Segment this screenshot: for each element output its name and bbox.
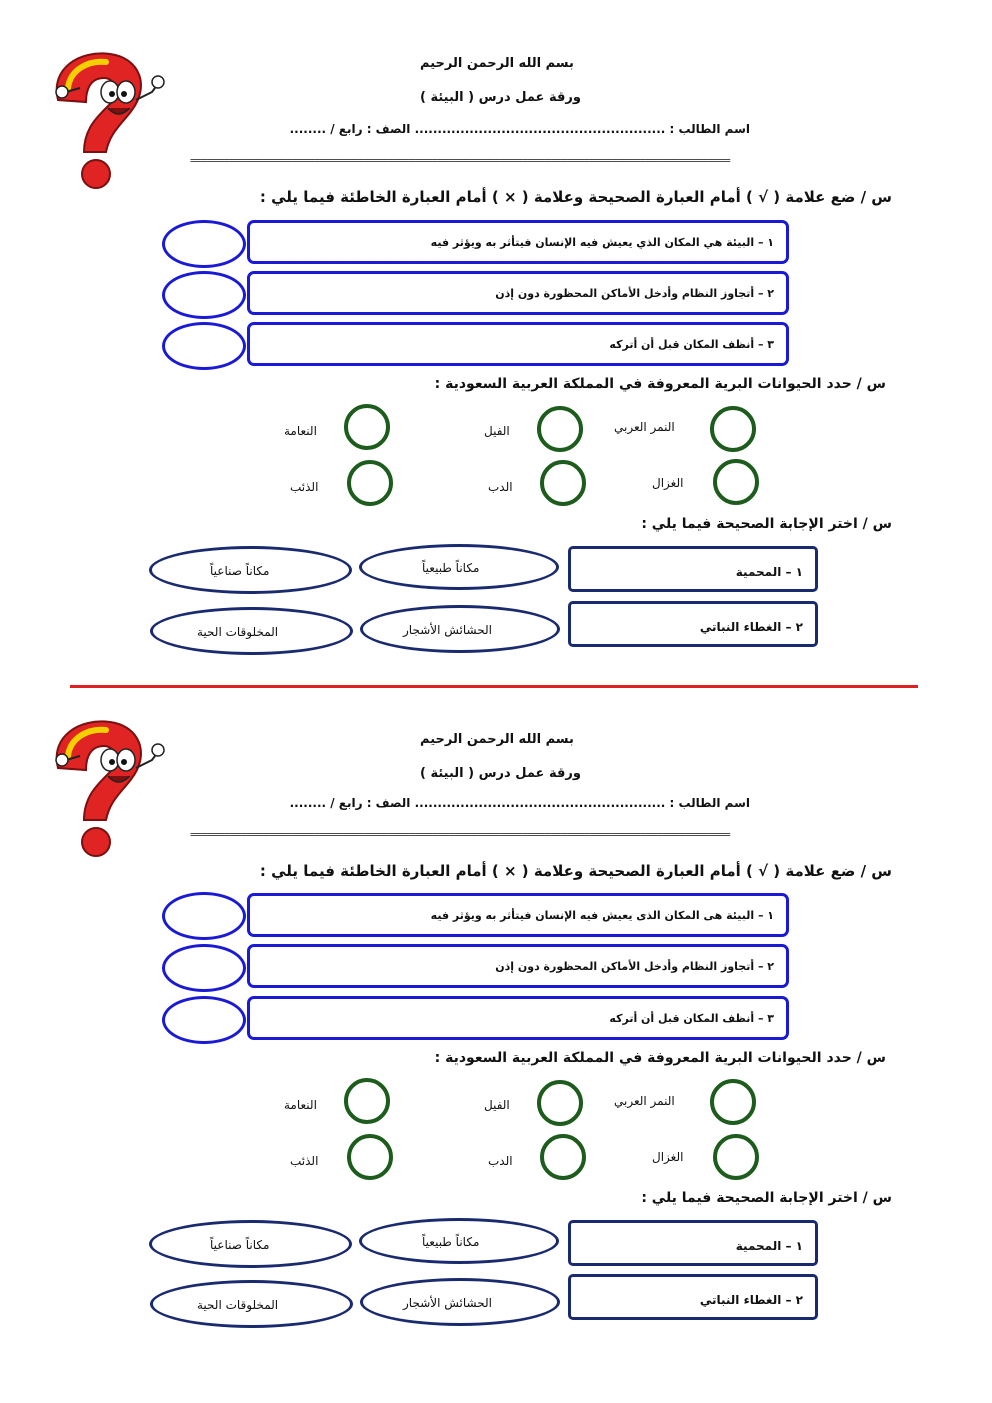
statement-box-1 <box>247 893 789 937</box>
basmala: بسم الله الرحمن الرحيم <box>420 56 574 71</box>
animal-circle[interactable] <box>344 1078 390 1124</box>
animal-label: الغزال <box>652 476 684 490</box>
animal-label: النعامة <box>284 424 317 438</box>
statement-box-1 <box>247 220 789 264</box>
animal-circle[interactable] <box>347 460 393 506</box>
animal-label: النمر العربي <box>614 420 675 434</box>
worksheet-bottom <box>0 676 992 1356</box>
question-box-2 <box>568 1274 818 1320</box>
student-name-line[interactable]: اسم الطالب : ....................................................... الصف : رابع / ........ <box>289 122 750 136</box>
q3-prompt: س / اختر الإجابة الصحيحة فيما يلي : <box>641 1190 892 1206</box>
student-name-line[interactable]: اسم الطالب : ....................................................... الصف : رابع / ........ <box>289 796 750 810</box>
option-oval[interactable] <box>360 1278 560 1326</box>
animal-label: الفيل <box>484 424 510 438</box>
answer-oval-3[interactable] <box>162 996 246 1044</box>
option-text: المخلوقات الحية <box>197 1298 279 1312</box>
statement-box-2 <box>247 944 789 988</box>
animal-circle[interactable] <box>540 1134 586 1180</box>
animal-circle[interactable] <box>713 1134 759 1180</box>
answer-oval-1[interactable] <box>162 892 246 940</box>
statement-text: ٢ – أتجاوز النظام وأدخل الأماكن المحظورة دون إذن <box>495 960 774 973</box>
worksheet-title: ورقة عمل درس ( البيئة ) <box>420 766 581 781</box>
animal-label: النعامة <box>284 1098 317 1112</box>
question-box-2 <box>568 601 818 647</box>
statement-box-2 <box>247 271 789 315</box>
option-text: مكاناً طبيعياً <box>422 561 480 575</box>
option-oval[interactable] <box>149 546 352 594</box>
option-oval[interactable] <box>359 544 559 590</box>
animal-circle[interactable] <box>537 1080 583 1126</box>
animal-label: الدب <box>488 480 513 494</box>
question-box-1 <box>568 1220 818 1266</box>
option-oval[interactable] <box>150 1280 353 1328</box>
answer-oval-3[interactable] <box>162 322 246 370</box>
option-oval[interactable] <box>149 1220 352 1268</box>
option-text: المخلوقات الحية <box>197 625 279 639</box>
option-text: الحشائش الأشجار <box>403 1296 492 1310</box>
worksheet-top <box>0 0 992 680</box>
animal-label: الغزال <box>652 1150 684 1164</box>
question-text: ٢ – الغطاء النباتي <box>699 620 803 634</box>
statement-text: ٣ – أنظف المكان قبل أن أتركه <box>609 1012 774 1025</box>
basmala: بسم الله الرحمن الرحيم <box>420 732 574 747</box>
animal-label: النمر العربي <box>614 1094 675 1108</box>
option-oval[interactable] <box>150 607 353 655</box>
question-mark-mascot-icon <box>40 716 170 862</box>
option-text: الحشائش الأشجار <box>403 623 492 637</box>
separator-line: ================================================================================================ <box>190 828 730 841</box>
option-text: مكاناً صناعياً <box>210 564 270 578</box>
q2-prompt: س / حدد الحيوانات البرية المعروفة في المملكة العربية السعودية : <box>434 1050 886 1066</box>
q2-prompt: س / حدد الحيوانات البرية المعروفة في المملكة العربية السعودية : <box>434 376 886 392</box>
q1-prompt: س / ضع علامة ( √ ) أمام العبارة الصحيحة وعلامة ( × ) أمام العبارة الخاطئة فيما يلي : <box>259 188 892 206</box>
animal-label: الذئب <box>290 1154 319 1168</box>
option-text: مكاناً صناعياً <box>210 1238 270 1252</box>
statement-text: ١ – البيئة هي المكان الذي يعيش فيه الإنسان فيتأثر به ويؤثر فيه <box>430 236 774 249</box>
answer-oval-2[interactable] <box>162 271 246 319</box>
animal-circle[interactable] <box>710 1079 756 1125</box>
statement-text: ٢ – أتجاوز النظام وأدخل الأماكن المحظورة دون إذن <box>495 287 774 300</box>
separator-line: ================================================================================================ <box>190 154 730 167</box>
q1-prompt: س / ضع علامة ( √ ) أمام العبارة الصحيحة وعلامة ( × ) أمام العبارة الخاطئة فيما يلي : <box>259 862 892 880</box>
question-box-1 <box>568 546 818 592</box>
question-text: ١ – المحمية <box>735 565 803 579</box>
statement-text: ٣ – أنظف المكان قبل أن أتركه <box>609 338 774 351</box>
animal-circle[interactable] <box>344 404 390 450</box>
worksheet-title: ورقة عمل درس ( البيئة ) <box>420 90 581 105</box>
option-oval[interactable] <box>359 1218 559 1264</box>
answer-oval-2[interactable] <box>162 944 246 992</box>
animal-circle[interactable] <box>347 1134 393 1180</box>
answer-oval-1[interactable] <box>162 220 246 268</box>
statement-text: ١ – البيئة هى المكان الذى يعيش فيه الإنسان فيتأثر به ويؤثر فيه <box>430 909 774 922</box>
question-text: ٢ – الغطاء النباتي <box>699 1293 803 1307</box>
question-text: ١ – المحمية <box>735 1239 803 1253</box>
animal-circle[interactable] <box>713 459 759 505</box>
animal-label: الفيل <box>484 1098 510 1112</box>
q3-prompt: س / اختر الإجابة الصحيحة فيما يلي : <box>641 516 892 532</box>
animal-label: الذئب <box>290 480 319 494</box>
animal-circle[interactable] <box>540 460 586 506</box>
animal-label: الدب <box>488 1154 513 1168</box>
question-mark-mascot-icon <box>40 48 170 194</box>
statement-box-3 <box>247 322 789 366</box>
animal-circle[interactable] <box>710 406 756 452</box>
animal-circle[interactable] <box>537 406 583 452</box>
option-oval[interactable] <box>360 605 560 653</box>
option-text: مكاناً طبيعياً <box>422 1235 480 1249</box>
statement-box-3 <box>247 996 789 1040</box>
